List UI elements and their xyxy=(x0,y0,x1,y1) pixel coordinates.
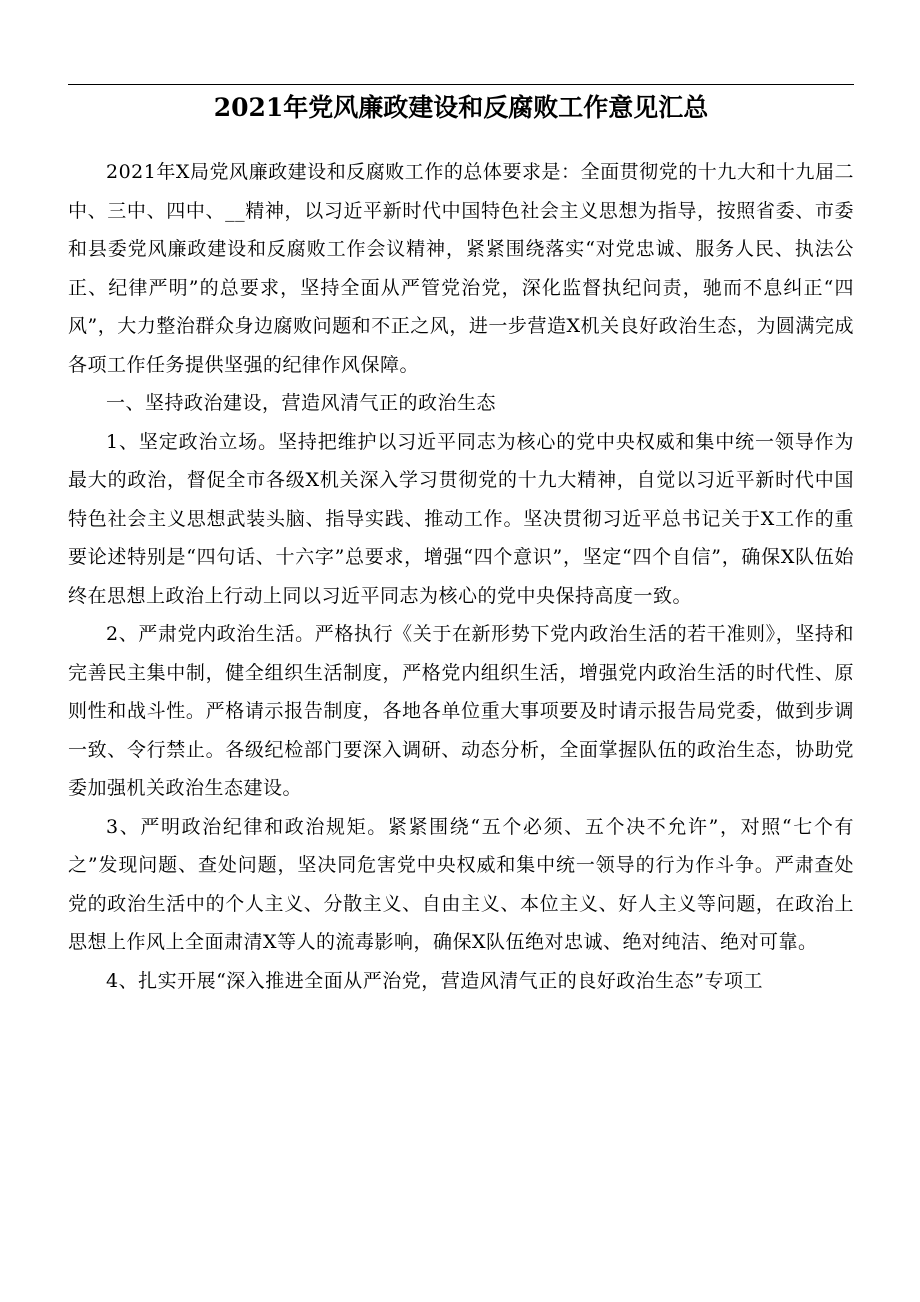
item-paragraph: 4、扎实开展“深入推进全面从严治党，营造风清气正的良好政治生态”专项工 xyxy=(106,969,764,992)
document-title: 2021年党风廉政建设和反腐败工作意见汇总 xyxy=(213,93,709,122)
header-rule xyxy=(68,84,854,85)
document-body xyxy=(68,153,854,1000)
intro-paragraph: 2021年X局党风廉政建设和反腐败工作的总体要求是：全面贯彻党的十九大和十九届二中、三中、四中、__精神，以习近平新时代中国特色社会主义思想为指导，按照省委、市委和县委党风廉政建设和反腐败工作会议精神，紧紧围绕落实“对党忠诚、服务人民、执法公正、纪律严明”的总要求，坚持全面从严管党治党，深化监督执纪问责，驰而不息纠正“四风”，大力整治群众身边腐败问题和不正之风，进一步营造X机关良好政治生态，为圆满完成各项工作任务提供坚强的纪律作风保障。 xyxy=(68,161,854,376)
item-paragraph: 2、严肃党内政治生活。严格执行《关于在新形势下党内政治生活的若干准则》，坚持和完善民主集中制，健全组织生活制度，严格党内组织生活，增强党内政治生活的时代性、原则性和战斗性。严格请示报告制度，各地各单位重大事项要及时请示报告局党委，做到步调一致、令行禁止。各级纪检部门要深入调研、动态分析，全面掌握队伍的政治生态，协助党委加强机关政治生态建设。 xyxy=(68,623,854,799)
section-heading: 一、坚持政治建设，营造风清气正的政治生态 xyxy=(106,392,497,414)
item-paragraph: 3、严明政治纪律和政治规矩。紧紧围绕“五个必须、五个决不允许”，对照“七个有之”发现问题、查处问题，坚决同危害党中央权威和集中统一领导的行为作斗争。严肃查处党的政治生活中的个人主义、分散主义、自由主义、本位主义、好人主义等问题，在政治上思想上作风上全面肃清X等人的流毒影响，确保X队伍绝对忠诚、绝对纯洁、绝对可靠。 xyxy=(68,815,854,953)
item-paragraph: 1、坚定政治立场。坚持把维护以习近平同志为核心的党中央权威和集中统一领导作为最大的政治，督促全市各级X机关深入学习贯彻党的十九大精神，自觉以习近平新时代中国特色社会主义思想武装头脑、指导实践、推动工作。坚决贯彻习近平总书记关于X工作的重要论述特别是“四句话、十六字”总要求，增强“四个意识”，坚定“四个自信”，确保X队伍始终在思想上政治上行动上同以习近平同志为核心的党中央保持高度一致。 xyxy=(68,430,854,607)
